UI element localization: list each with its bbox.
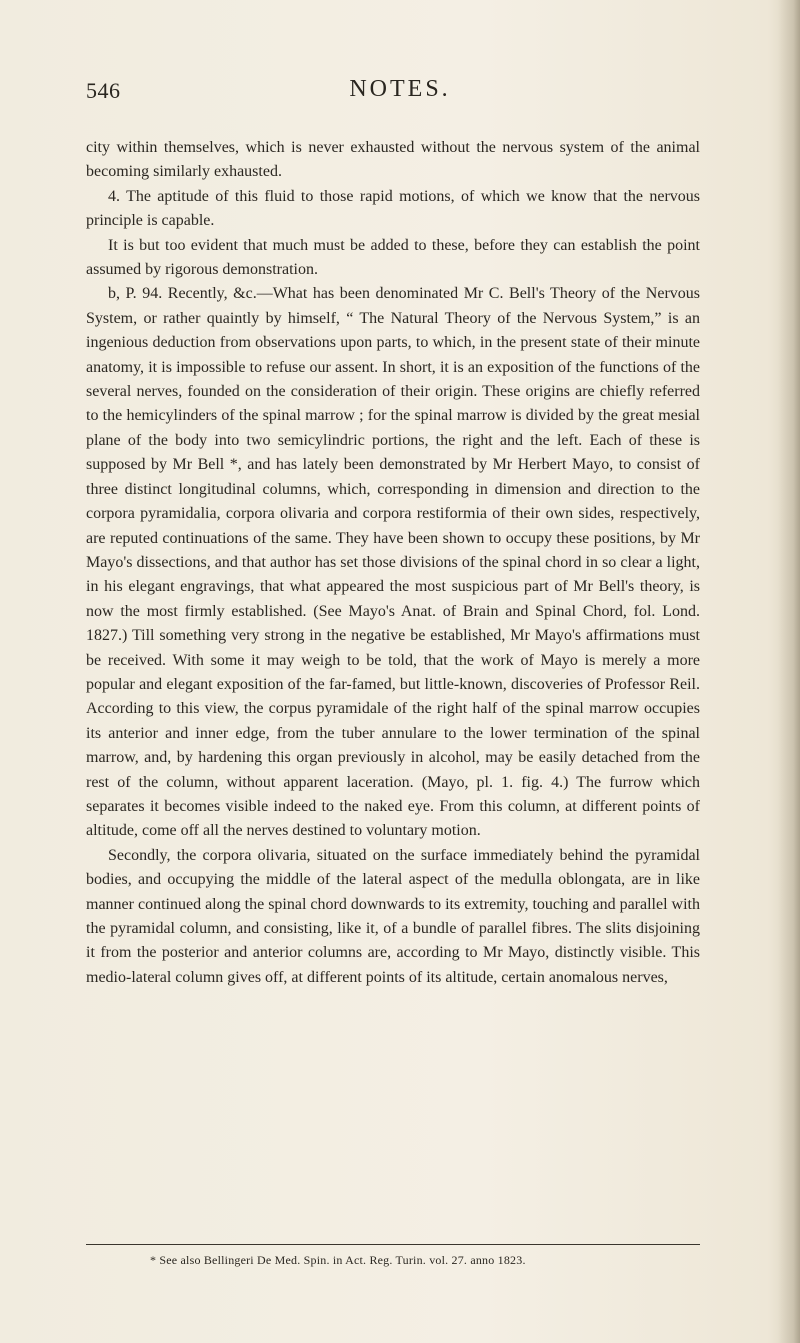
- footnote: * See also Bellingeri De Med. Spin. in Act. Reg. Turin. vol. 27. anno 1823.: [150, 1253, 526, 1267]
- page-header: [0, 64, 800, 104]
- paragraph-evident: It is but too evident that much must be added to these, before they can establish the point assumed by rigorous demonstration.: [86, 236, 700, 279]
- page-number: 546: [86, 78, 121, 103]
- paragraph-corpora-olivaria: Secondly, the corpora olivaria, situated on the surface immediately behind the pyramidal bodies, and occupying the middle of the lateral aspect of the medulla oblongata, are in like manner continued along the spinal chord downwards to its extremity, touching and parallel with the pyramidal column, and consisting, like it, of a bundle of parallel fibres. The slits disjoining it from the posterior and anterior columns are, according to Mr Mayo, distinctly visible. This medio-lateral column gives off, at different points of its altitude, certain anomalous nerves,: [86, 846, 700, 986]
- body-text: [86, 136, 700, 990]
- paragraph-continuation: city within themselves, which is never exhausted without the nervous system of the animal becoming similarly exhausted.: [86, 139, 700, 181]
- paragraph-aptitude: 4. The aptitude of this fluid to those rapid motions, of which we know that the nervous principle is capable.: [86, 187, 700, 230]
- running-head: NOTES.: [349, 76, 451, 102]
- paragraph-bell-theory: b, P. 94. Recently, &c.—What has been denominated Mr C. Bell's Theory of the Nervous System, or rather quaintly by himself, “ The Natural Theory of the Nervous System,” is an ingenious deduction from observations upon parts, to which, in the present state of their minute anatomy, it is impossible to refuse our assent. In short, it is an exposition of the functions of the several nerves, founded on the consideration of their origin. These origins are chiefly referred to the hemicylinders of the spinal marrow ; for the spinal marrow is divided by the great mesial plane of the body into two semicylindric portions, the right and the left. Each of these is supposed by Mr Bell *, and has lately been demonstrated by Mr Herbert Mayo, to consist of three distinct longitudinal columns, which, corresponding in dimension and direction to the corpora pyramidalia, corpora olivaria and corpora restiformia of their own sides, respectively, are reputed continuations of the same. They have been shown to occupy these positions, by Mr Mayo's dissections, and that author has set those divisions of the spinal chord in so clear a light, in his elegant engravings, that what appeared the most suspicious part of Mr Bell's theory, is now the most firmly established. (See Mayo's Anat. of Brain and Spinal Chord, fol. Lond. 1827.) Till something very strong in the negative be established, Mr Mayo's affirmations must be received. With some it may weigh to be told, that the work of Mayo is merely a more popular and elegant exposition of the far-famed, but little-known, discoveries of Professor Reil. According to this view, the corpus pyramidale of the right half of the spinal marrow occupies its anterior and inner edge, from the tuber annulare to the lower termination of the spinal marrow, and, by hardening this organ previously in alcohol, may be easily detached from the rest of the column, without apparent laceration. (Mayo, pl. 1. fig. 4.) The furrow which separates it becomes visible indeed to the naked eye. From this column, at different points of altitude, come off all the nerves destined to voluntary motion.: [86, 285, 700, 840]
- footnote-rule: [86, 1244, 700, 1245]
- page-edge-shadow: [778, 0, 800, 1343]
